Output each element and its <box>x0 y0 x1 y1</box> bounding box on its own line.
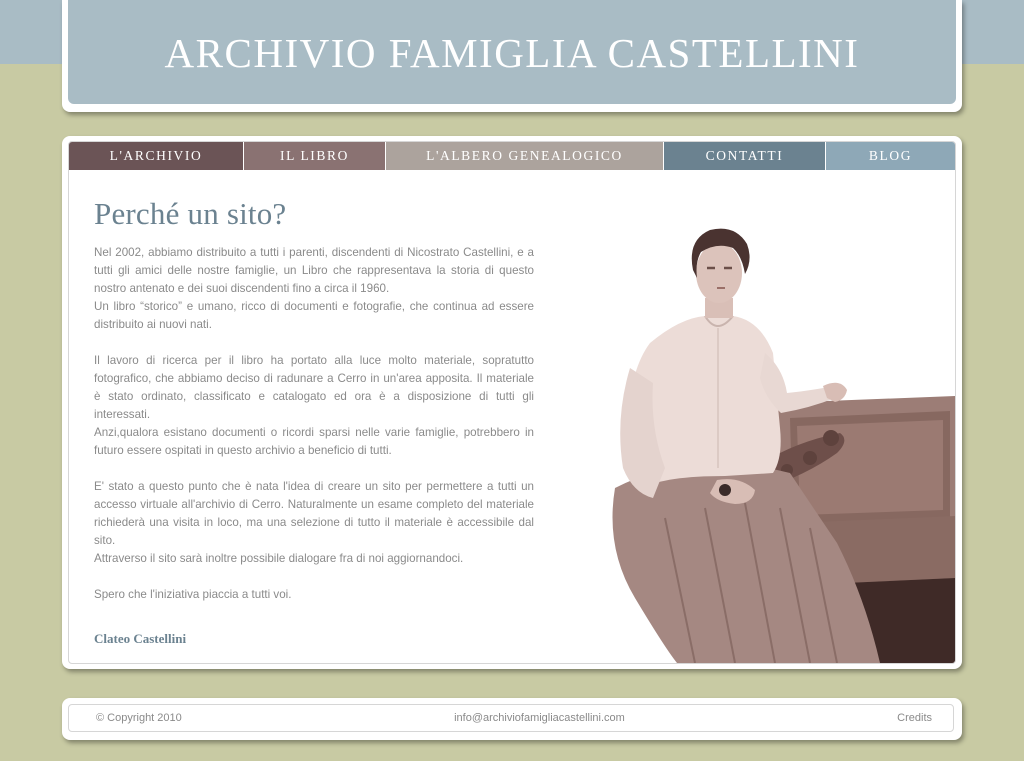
nav-tab-label: BLOG <box>868 148 913 163</box>
header-banner <box>68 0 956 104</box>
nav-tab-contatti[interactable] <box>664 142 826 170</box>
nav-tab-label: L'ALBERO GENEALOGICO <box>426 148 623 163</box>
nav-tab-label: CONTATTI <box>705 148 784 163</box>
paragraph: Nel 2002, abbiamo distribuito a tutti i parenti, discendenti di Nicostrato Castellini, e a tutti gli amici delle nostre famiglie, un Libro che rappresentava la storia di questo nostro antenato e dei suoi discendenti fino a circa il 1960. <box>94 246 534 295</box>
nav-tab-label: IL LIBRO <box>280 148 349 163</box>
content-panel <box>68 141 956 664</box>
credits-link[interactable]: Credits <box>897 712 932 724</box>
nav-tab-libro[interactable] <box>244 142 386 170</box>
footer <box>62 698 962 740</box>
paragraph: E' stato a questo punto che è nata l'idea di creare un sito per permettere a tutti un accesso virtuale all'archivio di Cerro. Naturalmente un esame completo del materiale richiederà una visita in loco, ma una selezione di tutto il materiale è accessibile dal sito. <box>94 480 534 547</box>
paragraph: Un libro “storico” e umano, ricco di documenti e fotografie, che continua ad essere distribuito ai nuovi nati. <box>94 300 534 331</box>
nav-tab-blog[interactable] <box>826 142 955 170</box>
copyright-text: © Copyright 2010 <box>96 712 182 724</box>
main-nav <box>69 142 955 170</box>
paragraph: Attraverso il sito sarà inoltre possibile dialogare fra di noi aggiornandoci. <box>94 552 464 565</box>
site-title[interactable]: ARCHIVIO FAMIGLIA CASTELLINI <box>164 30 860 76</box>
header <box>62 0 962 112</box>
signature: Clateo Castellini <box>94 631 187 646</box>
paragraph: Spero che l'iniziativa piaccia a tutti voi. <box>94 588 292 601</box>
footer-bar <box>68 704 954 732</box>
nav-tab-archivio[interactable] <box>69 142 244 170</box>
contact-email-link[interactable]: info@archiviofamigliacastellini.com <box>454 712 625 724</box>
nav-tab-label: L'ARCHIVIO <box>109 148 203 163</box>
nav-tab-albero-genealogico[interactable] <box>386 142 664 170</box>
portrait-photo <box>605 218 955 663</box>
paragraph: Anzi,qualora esistano documenti o ricordi sparsi nelle varie famiglie, potrebbero in futuro essere ospitati in questo archivio a beneficio di tutti. <box>94 426 534 457</box>
content-card <box>62 136 962 669</box>
paragraph: Il lavoro di ricerca per il libro ha portato alla luce molto materiale, sopratutto fotografico, che abbiamo deciso di radunare a Cerro in un'area apposita. Il materiale è stato ordinato, classificato e catalogato ed ora è a disposizione di tutti gli interessati. <box>94 354 534 421</box>
article-body <box>94 244 534 604</box>
page-title: Perché un sito? <box>94 196 287 231</box>
